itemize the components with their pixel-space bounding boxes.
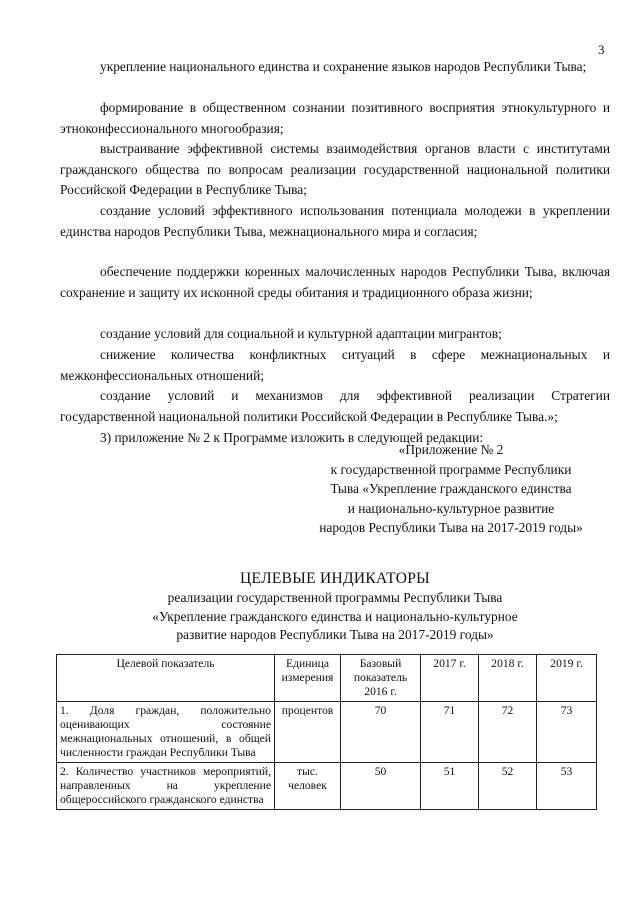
page-number: 3 (598, 42, 605, 57)
indicators-table (56, 654, 597, 810)
subtitle-line: «Укрепление гражданского единства и национально-культурное (152, 608, 518, 624)
appendix-line: к государственной программе Республики (330, 461, 572, 477)
paragraph: создание условий для социальной и культурной адаптации мигрантов; (100, 326, 502, 341)
table-row (57, 763, 597, 810)
cell-2018: 72 (479, 702, 537, 763)
cell-base: 70 (341, 702, 421, 763)
header-2018: 2018 г. (479, 655, 537, 702)
cell-unit: тыс. человек (275, 763, 341, 810)
cell-2019: 53 (537, 763, 597, 810)
cell-2019: 73 (537, 702, 597, 763)
header-unit: Единица измерения (275, 655, 341, 702)
header-base: Базовый показатель 2016 г. (341, 655, 421, 702)
document-subtitle (60, 589, 610, 645)
header-2019: 2019 г. (537, 655, 597, 702)
cell-2018: 52 (479, 763, 537, 810)
paragraph: снижение количества конфликтных ситуаций в сфере межнациональных и межконфессиональных отношений; (60, 347, 610, 383)
cell-2017: 71 (421, 702, 479, 763)
appendix-line: «Приложение № 2 (398, 442, 504, 457)
cell-indicator: 1. Доля граждан, положительно оценивающих состояние межнациональных отношений, в общей численности граждан Республики Тыва (57, 702, 275, 763)
paragraph: выстраивание эффективной системы взаимодействия органов власти с институтами гражданского общества по вопросам реализации государственной национальной политики Российской Федерации в Республике Тыва; (60, 141, 610, 197)
paragraph: 3) приложение № 2 к Программе изложить в следующей редакции: (100, 430, 484, 445)
cell-indicator: 2. Количество участников мероприятий, направленных на укрепление общероссийского гражданского единства (57, 763, 275, 810)
cell-unit: процентов (275, 702, 341, 763)
header-2017: 2017 г. (421, 655, 479, 702)
paragraph: укрепление национального единства и сохранение языков народов Республики Тыва; (100, 59, 587, 74)
table-row (57, 702, 597, 763)
cell-base: 50 (341, 763, 421, 810)
header-indicator: Целевой показатель (57, 655, 275, 702)
document-heading: ЦЕЛЕВЫЕ ИНДИКАТОРЫ (240, 570, 430, 587)
appendix-line: и национально-культурное развитие (347, 500, 555, 516)
paragraph: формирование в общественном сознании позитивного восприятия этнокультурного и этноконфессионального многообразия; (60, 100, 610, 136)
appendix-header (290, 440, 612, 538)
subtitle-line: развитие народов Республики Тыва на 2017-2019 годы» (176, 627, 494, 642)
table-header-row (57, 655, 597, 702)
subtitle-line: реализации государственной программы Республики Тыва (167, 590, 503, 605)
appendix-line: народов Республики Тыва на 2017-2019 годы» (319, 520, 583, 535)
cell-2017: 51 (421, 763, 479, 810)
paragraph: создание условий и механизмов для эффективной реализации Стратегии государственной национальной политики Российской Федерации в Республике Тыва.»; (60, 388, 610, 424)
paragraph: обеспечение поддержки коренных малочисленных народов Республики Тыва, включая сохранение и защиту их исконной среды обитания и традиционного образа жизни; (60, 264, 610, 300)
appendix-line: Тыва «Укрепление гражданского единства (330, 481, 572, 496)
paragraph: создание условий эффективного использования потенциала молодежи в укреплении единства народов Республики Тыва, межнационального мира и согласия; (60, 203, 610, 239)
